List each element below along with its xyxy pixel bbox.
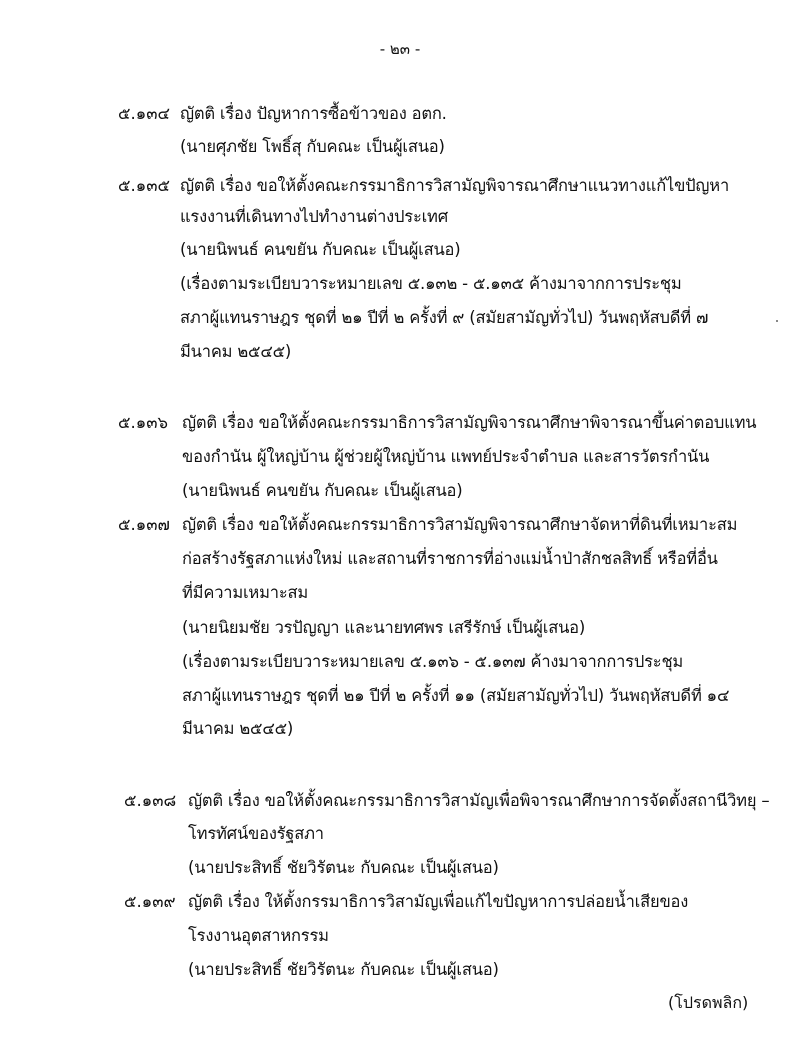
agenda-line: สภาผู้แทนราษฎร ชุดที่ ๒๑ ปีที่ ๒ ครั้งที่ ๙ (สมัยสามัญทั่วไป) วันพฤหัสบดีที่ ๗ [180, 308, 709, 327]
agenda-line: ที่มีความเหมาะสม [182, 583, 309, 602]
agenda-number: ๕.๑๓๔ [118, 104, 170, 123]
agenda-line: ของกำนัน ผู้ใหญ่บ้าน ผู้ช่วยผู้ใหญ่บ้าน แพทย์ประจำตำบล และสารวัตรกำนัน [182, 447, 710, 466]
agenda-line: มีนาคม ๒๕๔๕) [180, 342, 292, 361]
agenda-line: โทรทัศน์ของรัฐสภา [188, 824, 324, 843]
agenda-line: (นายนิยมชัย วรปัญญา และนายทศพร เสรีรักษ์ เป็นผู้เสนอ) [182, 618, 586, 637]
agenda-line: (นายประสิทธิ์ ชัยวิรัตนะ กับคณะ เป็นผู้เสนอ) [188, 858, 499, 877]
agenda-line: (เรื่องตามระเบียบวาระหมายเลข ๕.๑๓๒ - ๕.๑๓๕ ค้างมาจากการประชุม [180, 274, 682, 293]
agenda-line: ญัตติ เรื่อง ปัญหาการซื้อข้าวของ อตก. [180, 104, 447, 123]
scan-speck [776, 320, 778, 322]
agenda-line: ญัตติ เรื่อง ขอให้ตั้งคณะกรรมาธิการวิสามัญเพื่อพิจารณาศึกษาการจัดตั้งสถานีวิทยุ – [188, 791, 770, 810]
agenda-line: มีนาคม ๒๕๔๕) [182, 719, 294, 738]
agenda-line: (เรื่องตามระเบียบวาระหมายเลข ๕.๑๓๖ - ๕.๑๓๗ ค้างมาจากการประชุม [182, 652, 684, 671]
agenda-line: ญัตติ เรื่อง ให้ตั้งกรรมาธิการวิสามัญเพื่อแก้ไขปัญหาการปล่อยน้ำเสียของ [188, 892, 689, 911]
page-number: - ๒๓ - [379, 40, 421, 58]
agenda-line: โรงงานอุตสาหกรรม [188, 926, 329, 945]
agenda-line: ญัตติ เรื่อง ขอให้ตั้งคณะกรรมาธิการวิสามัญพิจารณาศึกษาแนวทางแก้ไขปัญหา [180, 176, 730, 195]
agenda-line: (นายนิพนธ์ คนขยัน กับคณะ เป็นผู้เสนอ) [180, 240, 461, 259]
agenda-number: ๕.๑๓๗ [118, 515, 170, 534]
agenda-line: (นายศุภชัย โพธิ์สุ กับคณะ เป็นผู้เสนอ) [180, 137, 445, 156]
agenda-line: ก่อสร้างรัฐสภาแห่งใหม่ และสถานที่ราชการที่อ่างแม่น้ำป่าสักชลสิทธิ์ หรือที่อื่น [182, 549, 718, 568]
agenda-line: ญัตติ เรื่อง ขอให้ตั้งคณะกรรมาธิการวิสามัญพิจารณาศึกษาจัดหาที่ดินที่เหมาะสม [182, 515, 738, 534]
agenda-line: ญัตติ เรื่อง ขอให้ตั้งคณะกรรมาธิการวิสามัญพิจารณาศึกษาพิจารณาขึ้นค่าตอบแทน [182, 413, 757, 432]
please-turn-over-note: (โปรดพลิก) [668, 993, 749, 1012]
agenda-number: ๕.๑๓๖ [118, 413, 168, 432]
agenda-number: ๕.๑๓๘ [124, 791, 177, 810]
agenda-line: แรงงานที่เดินทางไปทำงานต่างประเทศ [180, 207, 449, 226]
agenda-line: (นายประสิทธิ์ ชัยวิรัตนะ กับคณะ เป็นผู้เสนอ) [188, 960, 499, 979]
agenda-number: ๕.๑๓๙ [124, 892, 176, 911]
agenda-number: ๕.๑๓๕ [118, 176, 170, 195]
agenda-line: สภาผู้แทนราษฎร ชุดที่ ๒๑ ปีที่ ๒ ครั้งที่ ๑๑ (สมัยสามัญทั่วไป) วันพฤหัสบดีที่ ๑๔ [182, 686, 730, 705]
agenda-line: (นายนิพนธ์ คนขยัน กับคณะ เป็นผู้เสนอ) [182, 481, 463, 500]
